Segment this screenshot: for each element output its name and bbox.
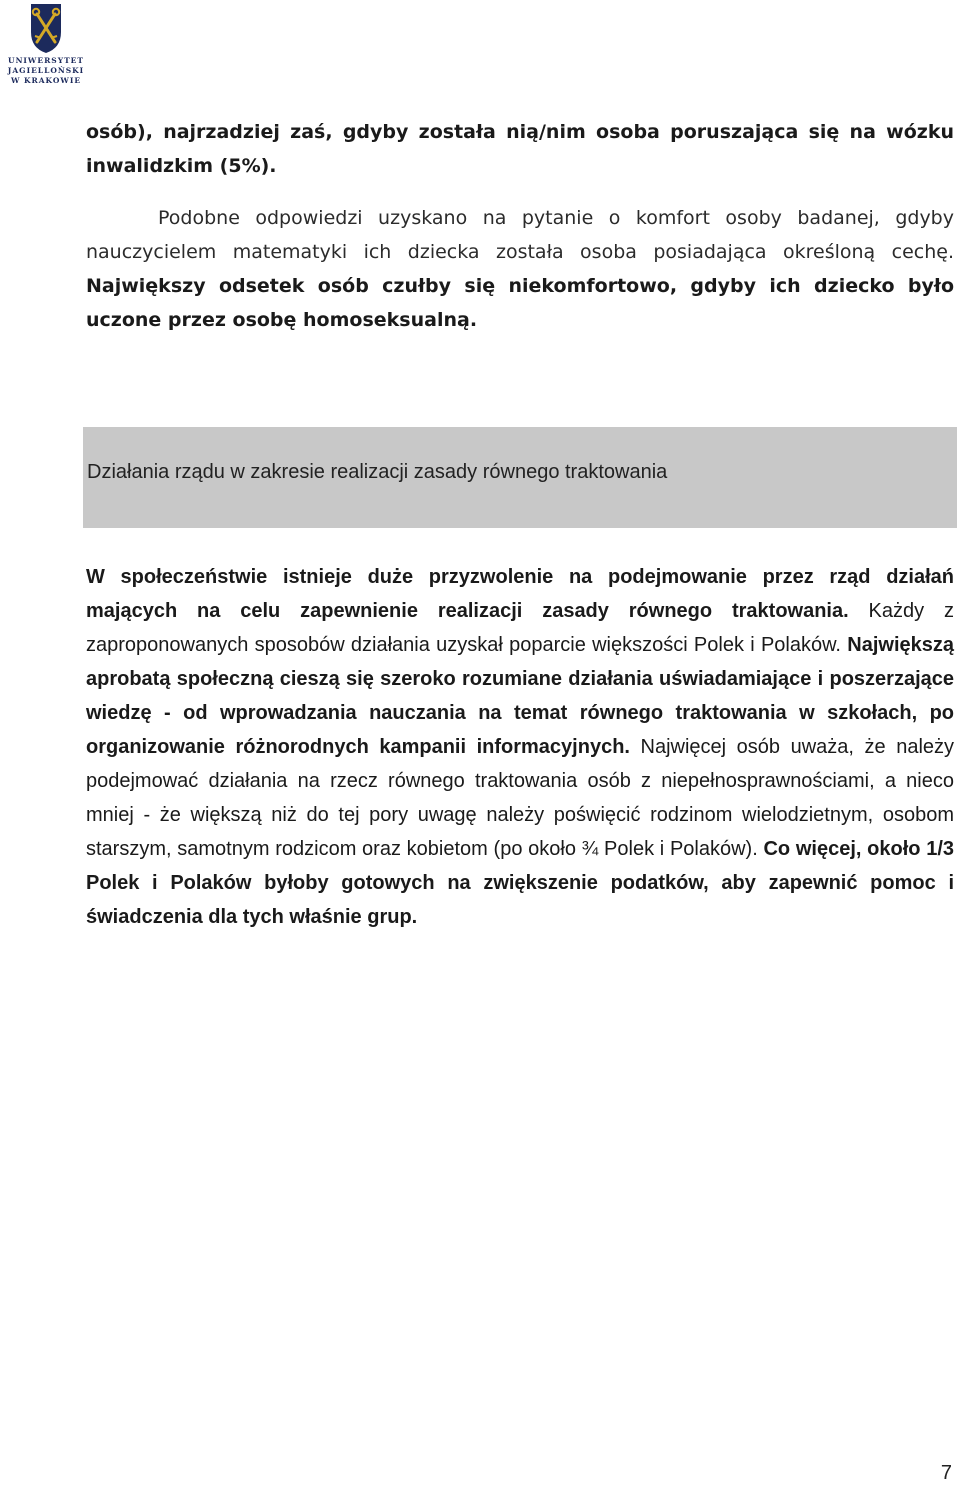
paragraph-2 [86, 201, 954, 337]
paragraph-3-regular-2: Najwięcej osób uważa, że należy podejmować działania na rzecz równego traktowania osób z niepełnosprawnościami, a nieco mniej - że większą niż do tej pory uwagę należy poświęcić rodzinom wielodzietnym, osobom starszym, samotnym rodzicom oraz kobietom (po około ¾ Polek i Polaków). [86, 736, 955, 860]
paragraph-3-bold-1: W społeczeństwie istnieje duże przyzwolenie na podejmowanie przez rząd działań mających na celu zapewnienie realizacji zasady równego traktowania. [86, 566, 954, 622]
section-heading: Działania rządu w zakresie realizacji zasady równego traktowania [87, 461, 668, 483]
crest-icon [4, 2, 88, 54]
logo-line-1: UNIWERSYTET [8, 56, 84, 65]
logo-line-3: W KRAKOWIE [10, 76, 82, 85]
paragraph-3-regular-1: Każdy z zaproponowanych sposobów działania uzyskał poparcie większości Polek i Polaków. [86, 600, 954, 656]
paragraph-2-regular: Podobne odpowiedzi uzyskano na pytanie o komfort osoby badanej, gdyby nauczycielem matematyki ich dziecka została osoba posiadająca określoną cechę. [86, 207, 954, 263]
paragraph-1 [86, 115, 954, 183]
paragraph-3-bold-2: Największą aprobatą społeczną cieszą się szeroko rozumiane działania uświadamiające i poszerzające wiedzę - od wprowadzania nauczania na temat równego traktowania w szkołach, po organizowanie różnorodnych kampanii informacyjnych. [86, 634, 954, 758]
section-heading-bar [83, 427, 957, 528]
paragraph-2-bold: Największy odsetek osób czułby się niekomfortowo, gdyby ich dziecko było uczone przez osobę homoseksualną. [86, 275, 954, 331]
page-number: 7 [940, 1462, 952, 1484]
paragraph-1-bold: osób), najrzadziej zaś, gdyby została nią/nim osoba poruszająca się na wózku inwalidzkim (5%). [86, 121, 954, 177]
logo-wordmark [4, 56, 88, 86]
paragraph-3 [86, 560, 954, 934]
university-logo [4, 2, 88, 90]
logo-line-2: JAGIELLOŃSKI [7, 66, 85, 75]
paragraph-3-bold-3: Co więcej, około 1/3 Polek i Polaków byłoby gotowych na zwiększenie podatków, aby zapewnić pomoc i świadczenia dla tych właśnie grup. [86, 838, 954, 928]
